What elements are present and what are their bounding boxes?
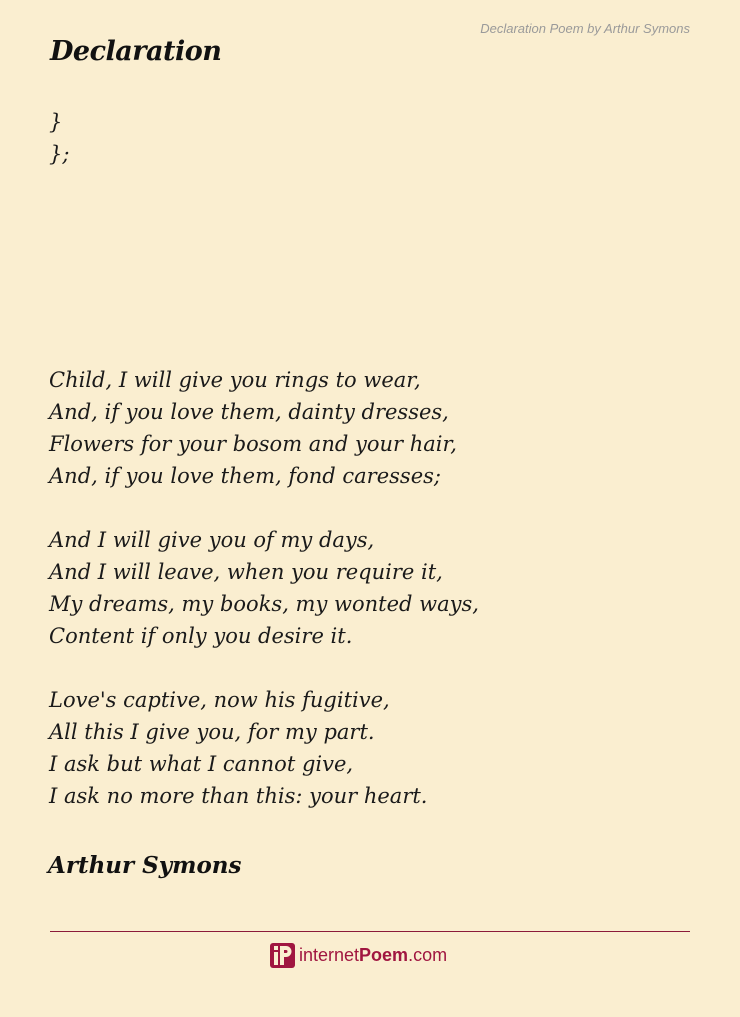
poem-line: And I will leave, when you require it, <box>49 560 443 584</box>
stray-line: } <box>49 110 63 134</box>
poem-line: And, if you love them, fond caresses; <box>49 464 441 488</box>
stanza-2 <box>49 524 479 652</box>
stanza-1 <box>49 364 457 492</box>
brand-poem-text: Poem <box>359 945 409 965</box>
poem-author: Arthur Symons <box>48 852 242 879</box>
internetpoem-logo-icon <box>270 943 295 968</box>
poem-line: I ask but what I cannot give, <box>49 752 354 776</box>
poem-line: And I will give you of my days, <box>49 528 375 552</box>
poem-line: Flowers for your bosom and your hair, <box>49 432 457 456</box>
header-caption: Declaration Poem by Arthur Symons <box>480 21 690 36</box>
poem-line: My dreams, my books, my wonted ways, <box>49 592 479 616</box>
poem-line: I ask no more than this: your heart. <box>49 784 428 808</box>
stray-line: }; <box>49 142 70 166</box>
poem-line: Content if only you desire it. <box>49 624 353 648</box>
footer-brand-link[interactable] <box>270 943 447 968</box>
poem-line: All this I give you, for my part. <box>49 720 375 744</box>
brand-com-text: .com <box>408 945 448 965</box>
poem-line: Child, I will give you rings to wear, <box>49 368 421 392</box>
brand-internet-text: internet <box>299 945 360 965</box>
stray-code-lines <box>49 106 69 170</box>
poem-line: Love's captive, now his fugitive, <box>49 688 390 712</box>
footer-divider <box>50 931 690 932</box>
stanza-3 <box>49 684 427 812</box>
poem-title: Declaration <box>50 36 222 67</box>
poem-line: And, if you love them, dainty dresses, <box>49 400 449 424</box>
